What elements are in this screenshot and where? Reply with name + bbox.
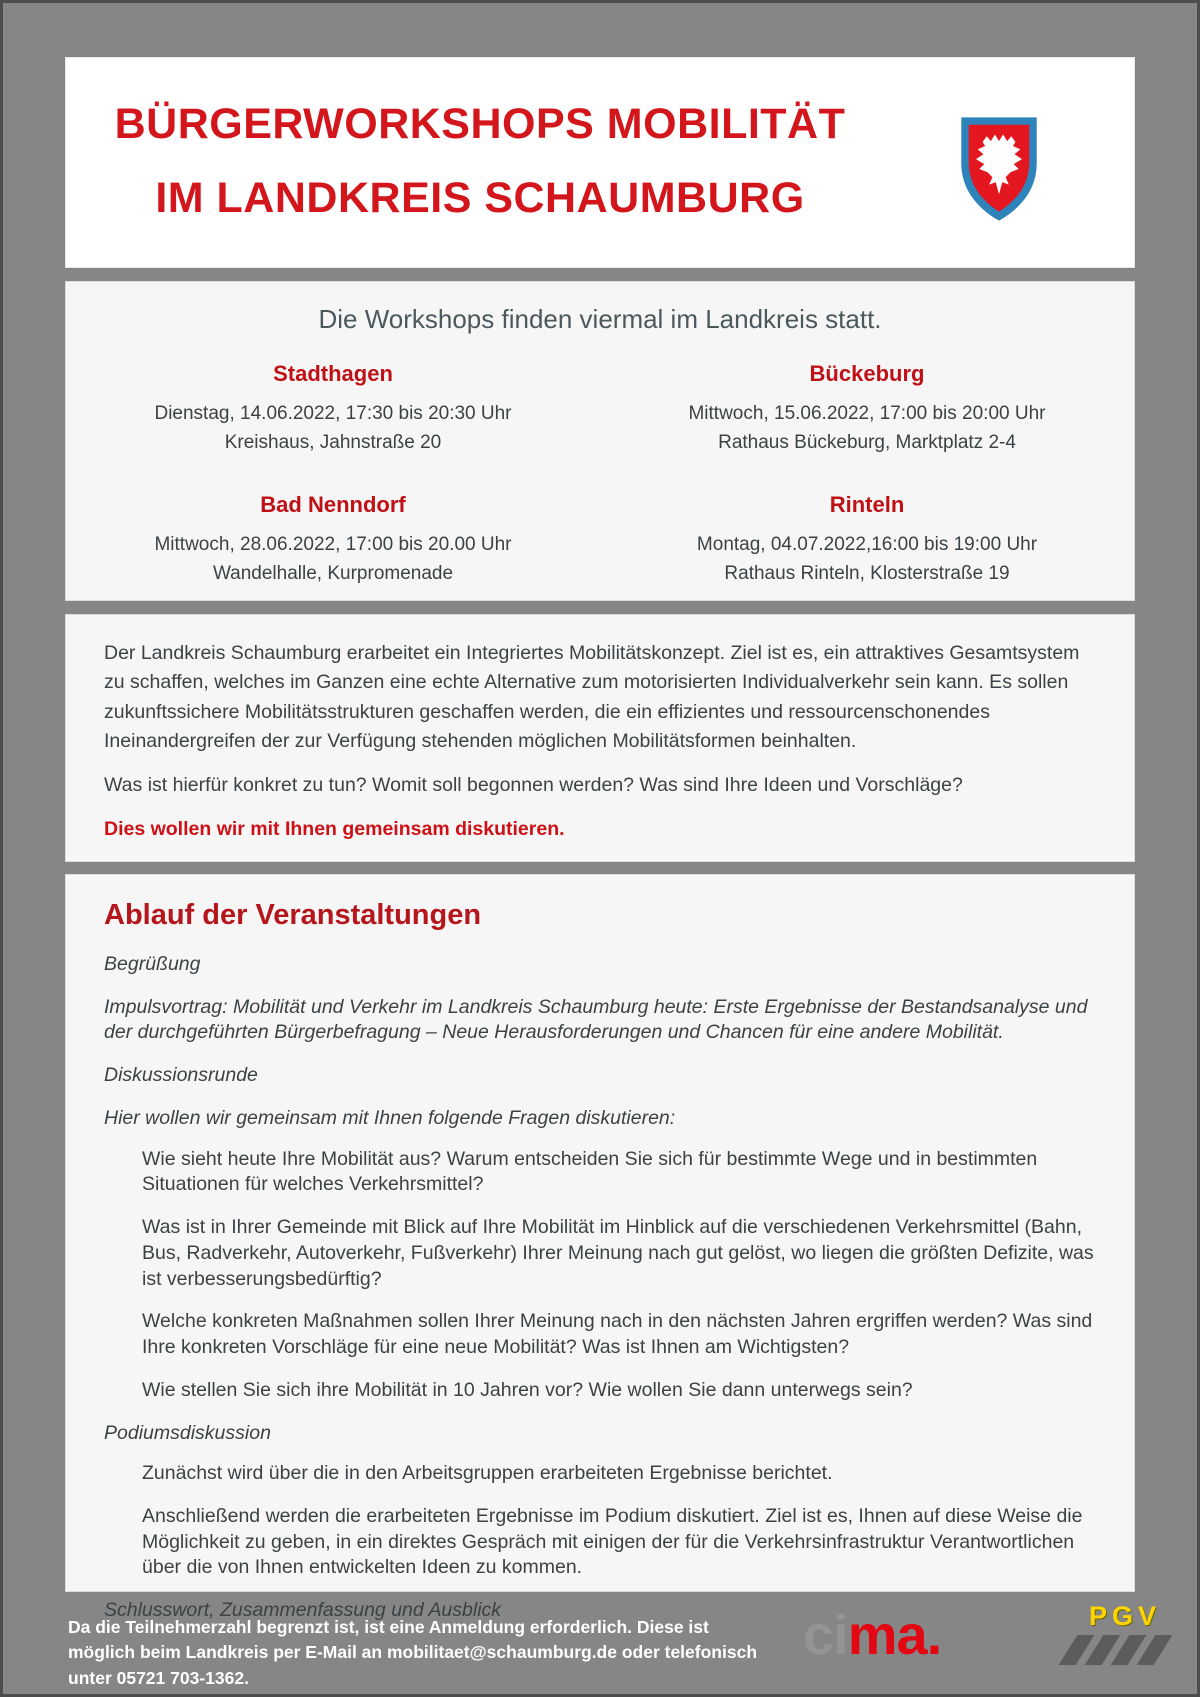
event-datetime: Dienstag, 14.06.2022, 17:30 bis 20:30 Uhr — [154, 403, 512, 424]
event-location: Rathaus Rinteln, Klosterstraße 19 — [724, 563, 1010, 585]
agenda-item: Wie stellen Sie sich ihre Mobilität in 10 Jahren vor? Wie wollen Sie dann unterwegs sein? — [142, 1378, 913, 1401]
event-city: Bad Nenndorf — [260, 491, 406, 517]
pgv-logo — [1043, 1601, 1163, 1665]
header-panel — [65, 57, 1135, 268]
footer — [3, 1599, 1197, 1694]
cima-logo — [803, 1603, 942, 1666]
event-location: Kreishaus, Jahnstraße 20 — [224, 432, 442, 454]
agenda-list — [104, 952, 1096, 1624]
event-datetime: Mittwoch, 28.06.2022, 17:00 bis 20.00 Uhr — [154, 533, 512, 555]
agenda-item: Schlusswort, Zusammenfassung und Ausblick — [104, 1599, 502, 1622]
schaumburg-coat-of-arms-icon — [958, 94, 1040, 244]
workshop-event — [600, 361, 1134, 458]
agenda-item: Welche konkreten Maßnahmen sollen Ihrer Meinung nach in den nächsten Jahren ergriffen werden? Was sind Ihre konkreten Vorschläge für eine neue Mobilität? Was ist Ihnen am Wichtigsten? — [142, 1310, 1093, 1359]
agenda-item: Wie sieht heute Ihre Mobilität aus? Warum entscheiden Sie sich für bestimmte Wege und in bestimmten Situationen für welches Verkehrsmittel? — [142, 1147, 1038, 1196]
page-title-line1: BÜRGERWORKSHOPS MOBILITÄT — [114, 100, 846, 148]
workshop-event — [66, 492, 600, 589]
agenda-item: Anschließend werden die erarbeiteten Ergebnisse im Podium diskutiert. Ziel ist es, Ihnen auf diese Weise die Möglichkeit zu geben, in ein direktes Gespräch mit einigen der für die Verkehrsinfrastruktur Verantwortlichen über die von Ihnen entwickelten Ideen zu kommen. — [142, 1505, 1083, 1579]
workshop-event — [66, 361, 600, 458]
cima-logo-gray-part: ci — [803, 1603, 848, 1666]
agenda-item: Zunächst wird über die in den Arbeitsgruppen erarbeiteten Ergebnisse berichtet. — [142, 1462, 833, 1485]
agenda-item: Hier wollen wir gemeinsam mit Ihnen folgende Fragen diskutieren: — [104, 1106, 676, 1129]
concept-paragraph-1: Der Landkreis Schaumburg erarbeitet ein Integriertes Mobilitätskonzept. Ziel ist es, ein attraktives Gesamtsystem zu schaffen, welches im Ganzen eine echte Alternative zum motorisierten Individualverkehr sein kann. Es sollen zukunftssichere Mobilitätsstrukturen geschaffen werden, die ein effizientes und ressourcenschonendes Ineinandergreifen der zur Verfügung stehenden möglichen Mobilitätsformen beinhalten. — [104, 642, 1080, 752]
event-city: Bückeburg — [809, 361, 925, 386]
workshops-panel — [65, 281, 1135, 601]
event-datetime: Mittwoch, 15.06.2022, 17:00 bis 20:00 Uhr — [688, 403, 1046, 424]
event-location: Rathaus Bückeburg, Marktplatz 2-4 — [718, 432, 1016, 454]
page-title — [80, 88, 880, 236]
concept-panel — [65, 614, 1135, 862]
concept-paragraph-2: Was ist hierfür konkret zu tun? Womit soll begonnen werden? Was sind Ihre Ideen und Vorschläge? — [104, 774, 963, 796]
workshops-intro: Die Workshops finden viermal im Landkreis statt. — [318, 304, 882, 334]
concept-highlight: Dies wollen wir mit Ihnen gemeinsam diskutieren. — [104, 818, 565, 841]
agenda-item: Diskussionsrunde — [104, 1064, 258, 1087]
event-datetime: Montag, 04.07.2022,16:00 bis 19:00 Uhr — [696, 533, 1038, 555]
workshop-event — [600, 492, 1134, 589]
pgv-slashes-icon — [1043, 1635, 1163, 1665]
agenda-heading: Ablauf der Veranstaltungen — [104, 899, 482, 931]
events-grid — [66, 361, 1134, 589]
agenda-item: Podiumsdiskussion — [104, 1421, 271, 1444]
event-city: Stadthagen — [273, 361, 393, 386]
agenda-item: Begrüßung — [104, 953, 201, 975]
page-title-line2: IM LANDKREIS SCHAUMBURG — [155, 173, 805, 222]
pgv-logo-text: PGV — [1088, 1601, 1161, 1631]
cima-logo-red-part: ma. — [847, 1603, 942, 1666]
event-location: Wandelhalle, Kurpromenade — [212, 563, 454, 585]
event-city: Rinteln — [829, 491, 905, 517]
agenda-item: Impulsvortrag: Mobilität und Verkehr im Landkreis Schaumburg heute: Erste Ergebnisse der Bestandsanalyse und der durchgeführten Bürgerbefragung – Neue Herausforderungen und Chancen für eine andere Mobilität. — [104, 995, 1088, 1044]
agenda-panel — [65, 874, 1135, 1622]
registration-note: Da die Teilnehmerzahl begrenzt ist, ist eine Anmeldung erforderlich. Diese ist möglich beim Landkreis per E-Mail an mobilitaet@schaumburg.de oder telefonisch unter 05721 703-1362. — [68, 1617, 758, 1688]
agenda-item: Was ist in Ihrer Gemeinde mit Blick auf Ihre Mobilität im Hinblick auf die verschiedenen Verkehrsmittel (Bahn, Bus, Radverkehr, Autoverkehr, Fußverkehr) Ihrer Meinung nach gut gelöst, wo liegen die größten Defizite, was ist verbesserungsbedürftig? — [142, 1216, 1094, 1290]
